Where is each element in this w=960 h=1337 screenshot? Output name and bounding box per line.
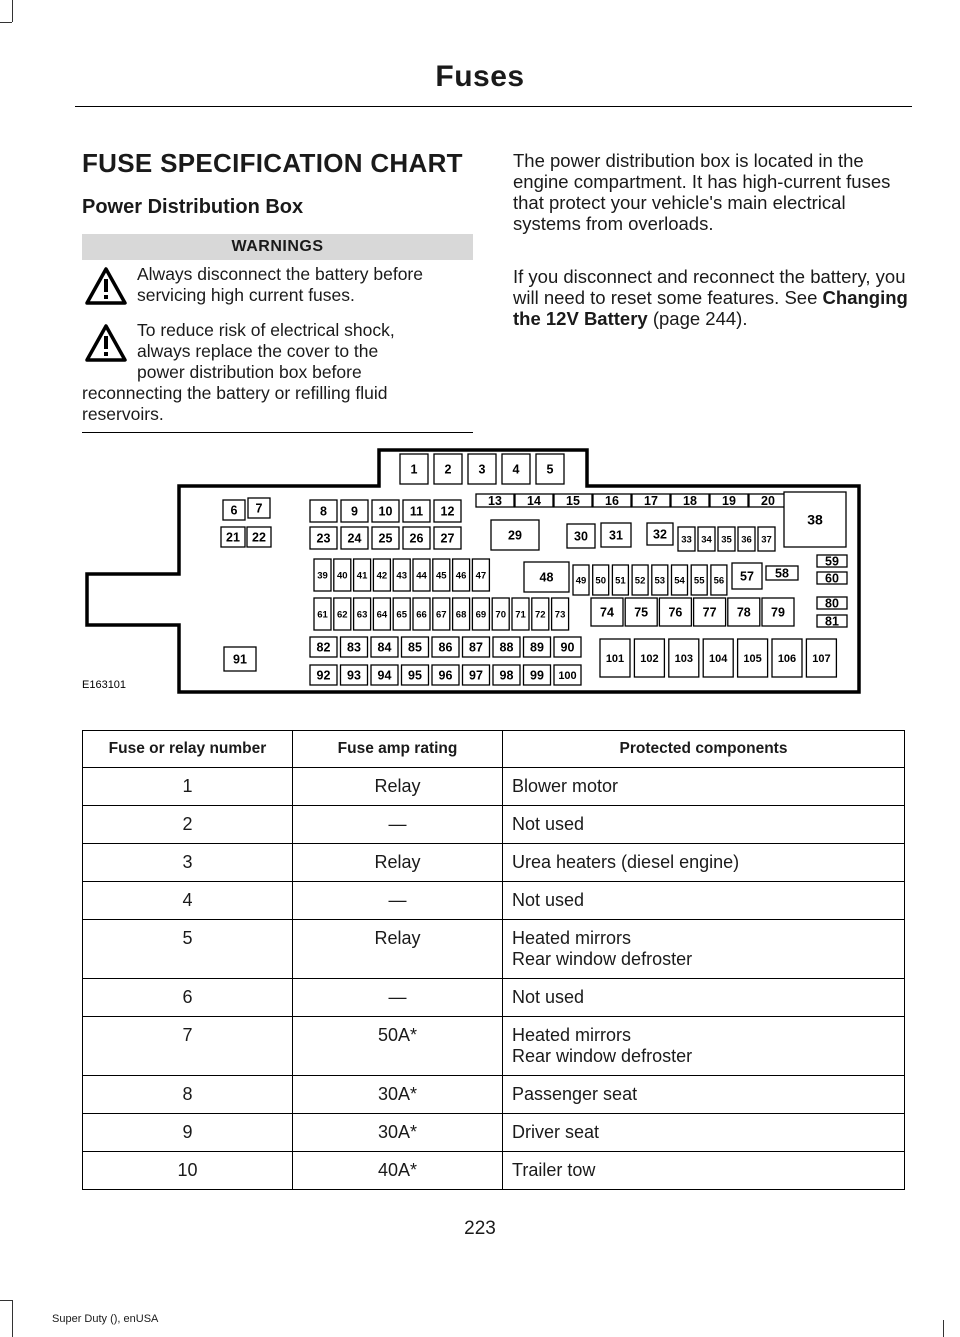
warning-text: Always disconnect the battery before servicing high current fuses. (137, 264, 423, 305)
fuse-rating: — (293, 806, 503, 844)
fuse-slot-label: 53 (654, 575, 666, 587)
fuse-slot-label: 29 (508, 528, 522, 543)
fuse-slot-9 (341, 500, 368, 522)
fuse-slot-45 (433, 559, 450, 591)
warning-triangle-icon (84, 266, 128, 306)
fuse-slot-label: 45 (436, 570, 447, 582)
fuse-slot-35 (718, 527, 735, 551)
fuse-slot-label: 66 (416, 609, 427, 621)
fuse-rating: Relay (293, 844, 503, 882)
fuse-rating: 30A* (293, 1114, 503, 1152)
crop-mark (12, 0, 13, 22)
fuse-slot-52 (632, 565, 648, 595)
fuse-slot-label: 59 (825, 554, 839, 569)
fuse-slot-7 (248, 498, 270, 518)
fuse-slot-40 (334, 559, 351, 591)
fuse-slot-102 (634, 639, 664, 677)
fuse-slot-93 (341, 665, 368, 685)
fuse-rating: 30A* (293, 1076, 503, 1114)
fuse-slot-label: 16 (605, 494, 619, 508)
table-row (83, 1076, 905, 1114)
fuse-slot-69 (472, 598, 489, 630)
fuse-slot-label: 21 (226, 530, 240, 545)
fuse-slot-71 (512, 598, 529, 630)
fuse-slot-label: 101 (605, 652, 625, 665)
fuse-slot-label: 24 (347, 531, 362, 546)
fuse-slot-label: 9 (351, 504, 358, 519)
fuse-slot-66 (413, 598, 430, 630)
table-row (83, 806, 905, 844)
fuse-slot-label: 30 (574, 529, 588, 544)
fuse-slot-42 (373, 559, 390, 591)
fuse-slot-label: 41 (356, 570, 368, 582)
fuse-slot-label: 50 (595, 575, 606, 587)
page-header-title: Fuses (435, 60, 525, 93)
fuse-slot-44 (413, 559, 430, 591)
fuse-slot-105 (738, 639, 768, 677)
fuse-slot-90 (554, 637, 581, 657)
fuse-slot-75 (625, 598, 657, 626)
fuse-slot-104 (703, 639, 733, 677)
fuse-slot-79 (762, 598, 794, 626)
protected-components (503, 882, 905, 920)
fuse-slot-label: 104 (709, 652, 728, 665)
fuse-slot-3 (468, 454, 496, 484)
protected-components (503, 1076, 905, 1114)
column-header: Fuse amp rating (293, 731, 503, 768)
fuse-slot-label: 17 (644, 494, 658, 508)
fuse-slot-label: 97 (469, 668, 483, 683)
fuse-slot-97 (463, 665, 490, 685)
fuse-slot-54 (672, 565, 688, 595)
fuse-slot-100 (554, 665, 581, 685)
fuse-slot-74 (591, 598, 623, 626)
fuse-slot-107 (806, 639, 836, 677)
fuse-slot-label: 87 (469, 640, 483, 655)
table-row (83, 844, 905, 882)
fuse-slot-label: 67 (436, 609, 447, 621)
component-line: Urea heaters (diesel engine) (512, 852, 740, 872)
cross-reference-link[interactable]: Changing the 12V Battery (513, 287, 908, 329)
intro-text: If you disconnect and reconnect the battery, you will need to reset some features. See (513, 266, 906, 308)
fuse-slot-29 (491, 520, 539, 550)
fuse-slot-label: 73 (554, 609, 566, 621)
fuse-slot-label: 65 (396, 609, 407, 621)
fuse-slot-label: 77 (702, 605, 717, 620)
fuse-slot-label: 79 (771, 605, 785, 620)
fuse-slot-14 (515, 494, 553, 508)
fuse-slot-86 (432, 637, 459, 657)
fuse-slot-label: 80 (825, 596, 839, 611)
fuse-slot-23 (310, 527, 337, 549)
fuse-slot-label: 48 (539, 570, 554, 585)
fuse-number: 5 (83, 920, 293, 979)
fuse-slot-label: 74 (600, 605, 614, 620)
fuse-slot-label: 6 (230, 503, 238, 518)
fuse-slot-label: 102 (640, 652, 659, 665)
fuse-slot-label: 15 (566, 494, 580, 508)
table-row (83, 1114, 905, 1152)
diagram-code: E163101 (82, 679, 127, 691)
fuse-slot-label: 43 (396, 570, 407, 582)
fuse-slot-19 (710, 494, 748, 508)
fuse-slot-25 (372, 527, 399, 549)
fuse-slot-33 (678, 527, 695, 551)
fuse-slot-34 (698, 527, 715, 551)
table-header-row (83, 731, 905, 768)
fuse-number: 1 (83, 768, 293, 806)
fuse-slot-98 (493, 665, 520, 685)
fuse-slot-78 (728, 598, 760, 626)
fuse-slot-label: 7 (255, 501, 263, 516)
fuse-slot-80 (817, 597, 847, 611)
fuse-slot-99 (524, 665, 551, 685)
fuse-slot-41 (354, 559, 371, 591)
fuse-slot-label: 61 (317, 609, 328, 621)
fuse-slot-label: 46 (455, 570, 467, 582)
fuse-slot-label: 95 (408, 668, 422, 683)
crop-mark (12, 1300, 13, 1337)
fuse-number: 2 (83, 806, 293, 844)
component-line: Heated mirrors (512, 928, 632, 948)
table-row (83, 882, 905, 920)
fuse-slot-label: 1 (410, 462, 418, 477)
fuse-slot-label: 91 (233, 652, 247, 667)
fuse-slot-label: 94 (377, 668, 392, 683)
fuse-slot-10 (372, 500, 399, 522)
fuse-slot-label: 52 (634, 575, 646, 587)
warning-text (82, 320, 473, 425)
fuse-slot-95 (402, 665, 429, 685)
fuse-slot-label: 57 (740, 569, 754, 584)
fuse-number: 9 (83, 1114, 293, 1152)
fuse-slot-43 (393, 559, 410, 591)
fuse-slot-106 (772, 639, 802, 677)
fuse-slot-label: 72 (535, 609, 546, 621)
fuse-slot-label: 51 (615, 575, 626, 587)
intro-paragraph: The power distribution box is located in the engine compartment. It has high-current fuses that protect your vehicle's main electrical systems from overloads. (513, 150, 891, 234)
fuse-slot-57 (732, 563, 762, 589)
fuse-slot-58 (766, 566, 798, 581)
warning-text-line: always replace the cover to the (137, 341, 379, 361)
fuse-slot-label: 44 (416, 570, 427, 582)
fuse-slot-label: 13 (488, 494, 502, 508)
component-line: Passenger seat (512, 1084, 638, 1104)
fuse-slot-4 (502, 454, 530, 484)
fuse-slot-26 (403, 527, 430, 549)
fuse-slot-48 (524, 562, 569, 592)
warnings-heading: WARNINGS (82, 234, 473, 260)
component-line: Rear window defroster (512, 1046, 693, 1066)
component-line: Driver seat (512, 1122, 600, 1142)
fuse-slot-31 (601, 523, 631, 547)
fuse-slot-20 (749, 494, 787, 508)
fuse-slot-5 (536, 454, 564, 484)
fuse-slot-label: 22 (252, 530, 266, 545)
fuse-number: 4 (83, 882, 293, 920)
fuse-slot-label: 54 (674, 575, 685, 587)
fuse-slot-72 (532, 598, 549, 630)
fuse-slot-37 (758, 527, 775, 551)
fuse-slot-94 (371, 665, 398, 685)
section-title: FUSE SPECIFICATION CHART (82, 148, 463, 178)
fuse-slot-label: 63 (356, 609, 368, 621)
fuse-slot-83 (341, 637, 368, 657)
fuse-slot-label: 2 (444, 462, 452, 477)
fuse-slot-label: 88 (499, 640, 514, 655)
fuse-slot-label: 99 (530, 668, 544, 683)
fuse-rating: 40A* (293, 1152, 503, 1190)
fuse-slot-13 (476, 494, 514, 508)
fuse-slot-16 (593, 494, 631, 508)
fuse-slot-51 (612, 565, 628, 595)
fuse-slot-label: 34 (701, 534, 712, 546)
fuse-slot-49 (573, 565, 589, 595)
protected-components (503, 1017, 905, 1076)
fuse-slot-2 (434, 454, 462, 484)
fuse-slot-77 (694, 598, 726, 626)
fuse-slot-label: 3 (478, 462, 486, 477)
fuse-slot-label: 39 (317, 570, 328, 582)
fuse-slot-68 (453, 598, 470, 630)
warnings-divider (82, 432, 473, 433)
fuse-slot-63 (354, 598, 371, 630)
fuse-number: 8 (83, 1076, 293, 1114)
fuse-slot-92 (310, 665, 337, 685)
fuse-rating: — (293, 979, 503, 1017)
component-line: Not used (512, 890, 585, 910)
fuse-slot-label: 62 (337, 609, 348, 621)
fuse-slot-label: 90 (560, 640, 575, 655)
fuse-slot-15 (554, 494, 592, 508)
fuse-number: 10 (83, 1152, 293, 1190)
intro-text: (page 244). (647, 308, 748, 329)
column-header: Fuse or relay number (83, 731, 293, 768)
fuse-slot-65 (393, 598, 410, 630)
fuse-number: 6 (83, 979, 293, 1017)
fuse-box-diagram (82, 447, 862, 697)
fuse-slot-73 (552, 598, 569, 630)
fuse-slot-label: 92 (316, 668, 331, 683)
header-divider (75, 106, 912, 107)
fuse-slot-21 (221, 527, 245, 547)
fuse-slot-56 (711, 565, 727, 595)
fuse-slot-label: 71 (515, 609, 526, 621)
table-row (83, 1017, 905, 1076)
component-line: Blower motor (512, 776, 619, 796)
fuse-number: 3 (83, 844, 293, 882)
fuse-slot-label: 47 (475, 570, 487, 582)
protected-components (503, 768, 905, 806)
fuse-slot-label: 75 (634, 605, 649, 620)
fuse-slot-label: 103 (674, 652, 693, 665)
fuse-slot-label: 81 (825, 614, 839, 629)
fuse-slot-label: 76 (668, 605, 683, 620)
fuse-slot-label: 70 (495, 609, 506, 621)
fuse-slot-87 (463, 637, 490, 657)
fuse-slot-label: 69 (475, 609, 487, 621)
component-line: Heated mirrors (512, 1025, 632, 1045)
fuse-slot-label: 36 (741, 534, 752, 546)
fuse-slot-label: 4 (512, 462, 520, 477)
fuse-slot-30 (567, 524, 595, 548)
fuse-table (82, 730, 905, 1190)
fuse-slot-103 (669, 639, 699, 677)
fuse-slot-label: 107 (812, 652, 831, 665)
fuse-slot-64 (373, 598, 390, 630)
protected-components (503, 920, 905, 979)
fuse-slot-82 (310, 637, 337, 657)
protected-components (503, 979, 905, 1017)
fuse-slot-60 (817, 572, 847, 586)
table-row (83, 920, 905, 979)
fuse-slot-76 (659, 598, 691, 626)
fuse-slot-59 (817, 555, 847, 569)
fuse-slot-1 (400, 454, 428, 484)
warning-text-line: reconnecting the battery or refilling fluid (82, 383, 388, 403)
table-row (83, 1152, 905, 1190)
footer-text: Super Duty (), enUSA (52, 1313, 159, 1325)
fuse-slot-label: 89 (530, 640, 544, 655)
warning-text-line: To reduce risk of electrical shock, (137, 320, 395, 340)
intro-paragraph (513, 266, 908, 329)
fuse-slot-label: 56 (713, 575, 725, 587)
fuse-rating: Relay (293, 920, 503, 979)
fuse-slot-label: 27 (440, 531, 455, 546)
fuse-slot-label: 105 (743, 652, 762, 665)
fuse-slot-55 (691, 565, 707, 595)
fuse-slot-label: 83 (347, 640, 361, 655)
fuse-slot-label: 84 (377, 640, 392, 655)
component-line: Not used (512, 987, 585, 1007)
fuse-slot-27 (434, 527, 461, 549)
fuse-slot-label: 85 (408, 640, 422, 655)
fuse-slot-38 (784, 492, 846, 547)
fuse-slot-47 (472, 559, 489, 591)
fuse-slot-label: 60 (825, 571, 839, 586)
fuse-slot-18 (671, 494, 709, 508)
fuse-slot-label: 98 (499, 668, 514, 683)
fuse-slot-label: 12 (440, 504, 455, 519)
protected-components (503, 1114, 905, 1152)
fuse-slot-label: 42 (376, 570, 388, 582)
fuse-slot-24 (341, 527, 368, 549)
table-row (83, 768, 905, 806)
fuse-slot-85 (402, 637, 429, 657)
fuse-slot-label: 10 (378, 504, 393, 519)
fuse-slot-label: 23 (316, 531, 331, 546)
fuse-slot-39 (314, 559, 331, 591)
crop-mark (0, 22, 12, 23)
fuse-slot-12 (434, 500, 461, 522)
fuse-slot-101 (600, 639, 630, 677)
protected-components (503, 844, 905, 882)
fuse-slot-62 (334, 598, 351, 630)
fuse-number: 7 (83, 1017, 293, 1076)
fuse-slot-label: 31 (609, 528, 623, 543)
fuse-slot-17 (632, 494, 670, 508)
fuse-slot-label: 20 (761, 494, 775, 508)
fuse-slot-36 (738, 527, 755, 551)
protected-components (503, 806, 905, 844)
fuse-slot-53 (652, 565, 668, 595)
fuse-slot-label: 106 (777, 652, 797, 665)
fuse-slot-label: 25 (378, 531, 393, 546)
fuse-slot-label: 38 (807, 511, 823, 528)
fuse-slot-label: 5 (546, 462, 554, 477)
page-number: 223 (464, 1218, 496, 1239)
fuse-slot-50 (593, 565, 609, 595)
fuse-slot-label: 96 (438, 668, 453, 683)
fuse-rating: 50A* (293, 1017, 503, 1076)
fuse-slot-label: 58 (775, 566, 789, 581)
fuse-slot-label: 33 (681, 534, 692, 546)
fuse-slot-32 (647, 523, 673, 545)
component-line: Trailer tow (512, 1160, 596, 1180)
fuse-slot-label: 32 (653, 527, 667, 542)
fuse-slot-label: 82 (316, 640, 331, 655)
fuse-slot-67 (433, 598, 450, 630)
fuse-slot-label: 93 (347, 668, 361, 683)
warning-text-line: reservoirs. (82, 404, 164, 424)
fuse-slot-label: 49 (575, 575, 587, 587)
fuse-slot-70 (492, 598, 509, 630)
fuse-slot-label: 35 (721, 534, 732, 546)
fuse-slot-88 (493, 637, 520, 657)
component-line: Not used (512, 814, 585, 834)
warning-text-line: power distribution box before (137, 362, 362, 382)
fuse-rating: — (293, 882, 503, 920)
fuse-slot-label: 55 (693, 575, 705, 587)
fuse-slot-label: 11 (409, 504, 424, 519)
fuse-slot-label: 37 (761, 534, 772, 546)
fuse-slot-8 (310, 500, 337, 522)
fuse-slot-84 (371, 637, 398, 657)
section-subtitle: Power Distribution Box (82, 196, 304, 218)
table-row (83, 979, 905, 1017)
crop-mark (0, 1300, 12, 1301)
fuse-slot-label: 40 (337, 570, 348, 582)
fuse-slot-label: 14 (527, 494, 541, 508)
fuse-slot-label: 100 (558, 669, 577, 682)
component-line: Rear window defroster (512, 949, 693, 969)
protected-components (503, 1152, 905, 1190)
fuse-slot-label: 26 (409, 531, 424, 546)
fuse-slot-11 (403, 500, 430, 522)
crop-mark (943, 1320, 944, 1337)
fuse-slot-96 (432, 665, 459, 685)
fuse-slot-46 (453, 559, 470, 591)
fuse-slot-61 (314, 598, 331, 630)
fuse-slot-89 (524, 637, 551, 657)
fuse-slot-label: 78 (736, 605, 751, 620)
fuse-slot-label: 86 (438, 640, 453, 655)
fuse-slot-label: 68 (455, 609, 467, 621)
fuse-slot-6 (223, 500, 245, 520)
fuse-slot-91 (224, 647, 256, 671)
fuse-slot-81 (817, 615, 847, 629)
fuse-slot-label: 19 (722, 494, 736, 508)
fuse-slot-label: 64 (376, 609, 388, 621)
fuse-slot-label: 8 (320, 504, 327, 519)
column-header: Protected components (503, 731, 905, 768)
fuse-slot-22 (247, 527, 271, 547)
fuse-rating: Relay (293, 768, 503, 806)
fuse-slot-label: 18 (683, 494, 697, 508)
